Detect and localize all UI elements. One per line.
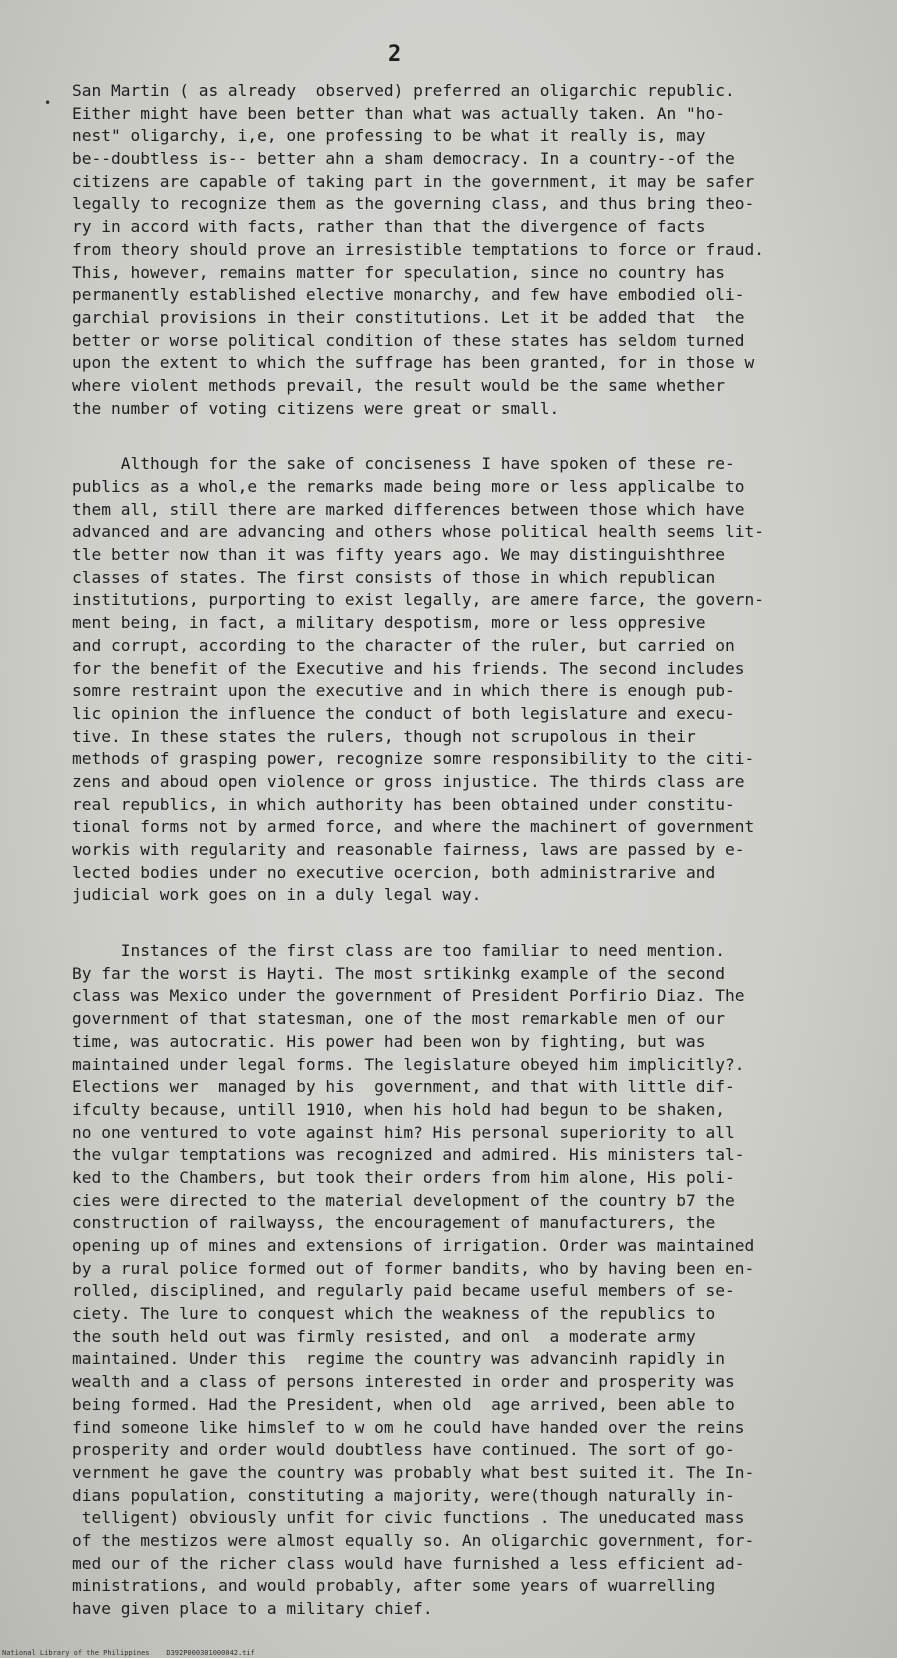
text-line: somre restraint upon the executive and in which there is enough pub- bbox=[72, 681, 735, 701]
text-line: citizens are capable of taking part in the government, it may be safer bbox=[72, 171, 755, 191]
text-line: by a rural police formed out of former bandits, who by having been en- bbox=[72, 1258, 755, 1278]
margin-mark: • bbox=[44, 96, 52, 110]
text-line: from theory should prove an irresistible temptations to force or fraud. bbox=[72, 239, 764, 259]
text-line: maintained under legal forms. The legislature obeyed him implicitly?. bbox=[72, 1054, 745, 1074]
text-line: permanently established elective monarchy, and few have embodied oli- bbox=[72, 285, 745, 305]
text-line: vernment he gave the country was probably what best suited it. The In- bbox=[72, 1462, 755, 1482]
archive-footer: National Library of the Philippines D392P000301000042.tif bbox=[2, 1649, 255, 1657]
text-line: wealth and a class of persons interested in order and prosperity was bbox=[72, 1372, 735, 1392]
text-line: This, however, remains matter for speculation, since no country has bbox=[72, 262, 725, 282]
text-line: publics as a whol,e the remarks made being more or less applicalbe to bbox=[72, 477, 745, 496]
text-line: San Martin ( as already observed) preferred an oligarchic republic. bbox=[72, 81, 735, 100]
text-line: lic opinion the influence the conduct of both legislature and execu- bbox=[72, 703, 735, 723]
text-line: maintained. Under this regime the country was advancinh rapidly in bbox=[72, 1349, 725, 1369]
text-line: no one ventured to vote against him? His personal superiority to all bbox=[72, 1122, 735, 1142]
text-line: workis with regularity and reasonable fairness, laws are passed by e- bbox=[72, 840, 745, 859]
text-line: be--doubtless is-- better ahn a sham democracy. In a country--of the bbox=[72, 149, 735, 169]
text-line: lected bodies under no executive ocercion, both administrarive and bbox=[72, 862, 716, 882]
text-line: med our of the richer class would have furnished a less efficient ad- bbox=[72, 1553, 745, 1573]
text-line: of the mestizos were almost equally so. An oligarchic government, for- bbox=[72, 1530, 755, 1550]
text-line: cies were directed to the material development of the country b7 the bbox=[72, 1190, 735, 1210]
text-line: garchial provisions in their constitutions. Let it be added that the bbox=[72, 307, 745, 327]
text-line: upon the extent to which the suffrage has been granted, for in those w bbox=[72, 353, 755, 373]
text-line: them all, still there are marked differences between those which have bbox=[72, 499, 745, 519]
text-line: zens and aboud open violence or gross injustice. The thirds class are bbox=[72, 771, 745, 791]
text-line: advanced and are advancing and others whose political health seems lit- bbox=[72, 522, 764, 542]
text-line: judicial work goes on in a duly legal way. bbox=[72, 885, 482, 905]
text-line: ment being, in fact, a military despotism, more or less oppresive bbox=[72, 613, 706, 633]
text-line: Instances of the first class are too familiar to need mention. bbox=[72, 941, 725, 961]
text-line: tional forms not by armed force, and where the machinert of government bbox=[72, 817, 755, 837]
text-line: the south held out was firmly resisted, and onl a moderate army bbox=[72, 1326, 696, 1346]
text-line: have given place to a military chief. bbox=[72, 1599, 433, 1618]
text-line: methods of grasping power, recognize somre responsibility to the citi- bbox=[72, 749, 755, 769]
text-line: rolled, disciplined, and regularly paid became useful members of se- bbox=[72, 1281, 735, 1301]
text-line: government of that statesman, one of the most remarkable men of our bbox=[72, 1009, 725, 1029]
page-number: 2 bbox=[388, 42, 402, 67]
text-line: real republics, in which authority has been obtained under constitu- bbox=[72, 794, 735, 814]
text-line: for the benefit of the Executive and his friends. The second includes bbox=[72, 658, 745, 678]
text-line: legally to recognize them as the governing class, and thus bring theo- bbox=[72, 194, 755, 214]
text-line: tive. In these states the rulers, though not scrupolous in their bbox=[72, 726, 696, 746]
text-line: Elections wer managed by his government, and that with little dif- bbox=[72, 1077, 735, 1097]
text-line: classes of states. The first consists of those in which republican bbox=[72, 567, 716, 587]
paragraph-1 bbox=[72, 80, 862, 420]
document-body bbox=[72, 80, 862, 1621]
text-line: opening up of mines and extensions of irrigation. Order was maintained bbox=[72, 1236, 755, 1255]
text-line: tle better now than it was fifty years ago. We may distinguishthree bbox=[72, 545, 725, 565]
text-line: ifculty because, untill 1910, when his hold had begun to be shaken, bbox=[72, 1099, 725, 1119]
text-line: and corrupt, according to the character of the ruler, but carried on bbox=[72, 635, 735, 655]
text-line: Either might have been better than what was actually taken. An "ho- bbox=[72, 103, 725, 123]
paragraph-3 bbox=[72, 940, 862, 1621]
text-line: find someone like himslef to w om he could have handed over the reins bbox=[72, 1417, 745, 1437]
text-line: construction of railwayss, the encouragement of manufacturers, the bbox=[72, 1213, 716, 1233]
text-line: dians population, constituting a majority, were(though naturally in- bbox=[72, 1485, 735, 1505]
text-line: ked to the Chambers, but took their orders from him alone, His poli- bbox=[72, 1167, 735, 1187]
text-line: the vulgar temptations was recognized and admired. His ministers tal- bbox=[72, 1145, 745, 1165]
text-line: class was Mexico under the government of President Porfirio Diaz. The bbox=[72, 986, 745, 1006]
text-line: institutions, purporting to exist legally, are amere farce, the govern- bbox=[72, 590, 764, 610]
text-line: telligent) obviously unfit for civic functions . The uneducated mass bbox=[72, 1508, 745, 1528]
text-line: the number of voting citizens were great or small. bbox=[72, 398, 560, 418]
text-line: being formed. Had the President, when old age arrived, been able to bbox=[72, 1394, 735, 1414]
text-line: where violent methods prevail, the result would be the same whether bbox=[72, 375, 725, 395]
text-line: ry in accord with facts, rather than that the divergence of facts bbox=[72, 217, 706, 237]
text-line: nest" oligarchy, i,e, one professing to be what it really is, may bbox=[72, 126, 706, 146]
text-line: ministrations, and would probably, after some years of wuarrelling bbox=[72, 1576, 716, 1596]
text-line: prosperity and order would doubtless have continued. The sort of go- bbox=[72, 1440, 735, 1460]
text-line: Although for the sake of conciseness I have spoken of these re- bbox=[72, 454, 735, 474]
text-line: time, was autocratic. His power had been won by fighting, but was bbox=[72, 1031, 706, 1051]
text-line: ciety. The lure to conquest which the weakness of the republics to bbox=[72, 1304, 716, 1324]
text-line: better or worse political condition of these states has seldom turned bbox=[72, 330, 745, 350]
paragraph-2 bbox=[72, 453, 862, 907]
text-line: By far the worst is Hayti. The most srtikinkg example of the second bbox=[72, 963, 725, 983]
